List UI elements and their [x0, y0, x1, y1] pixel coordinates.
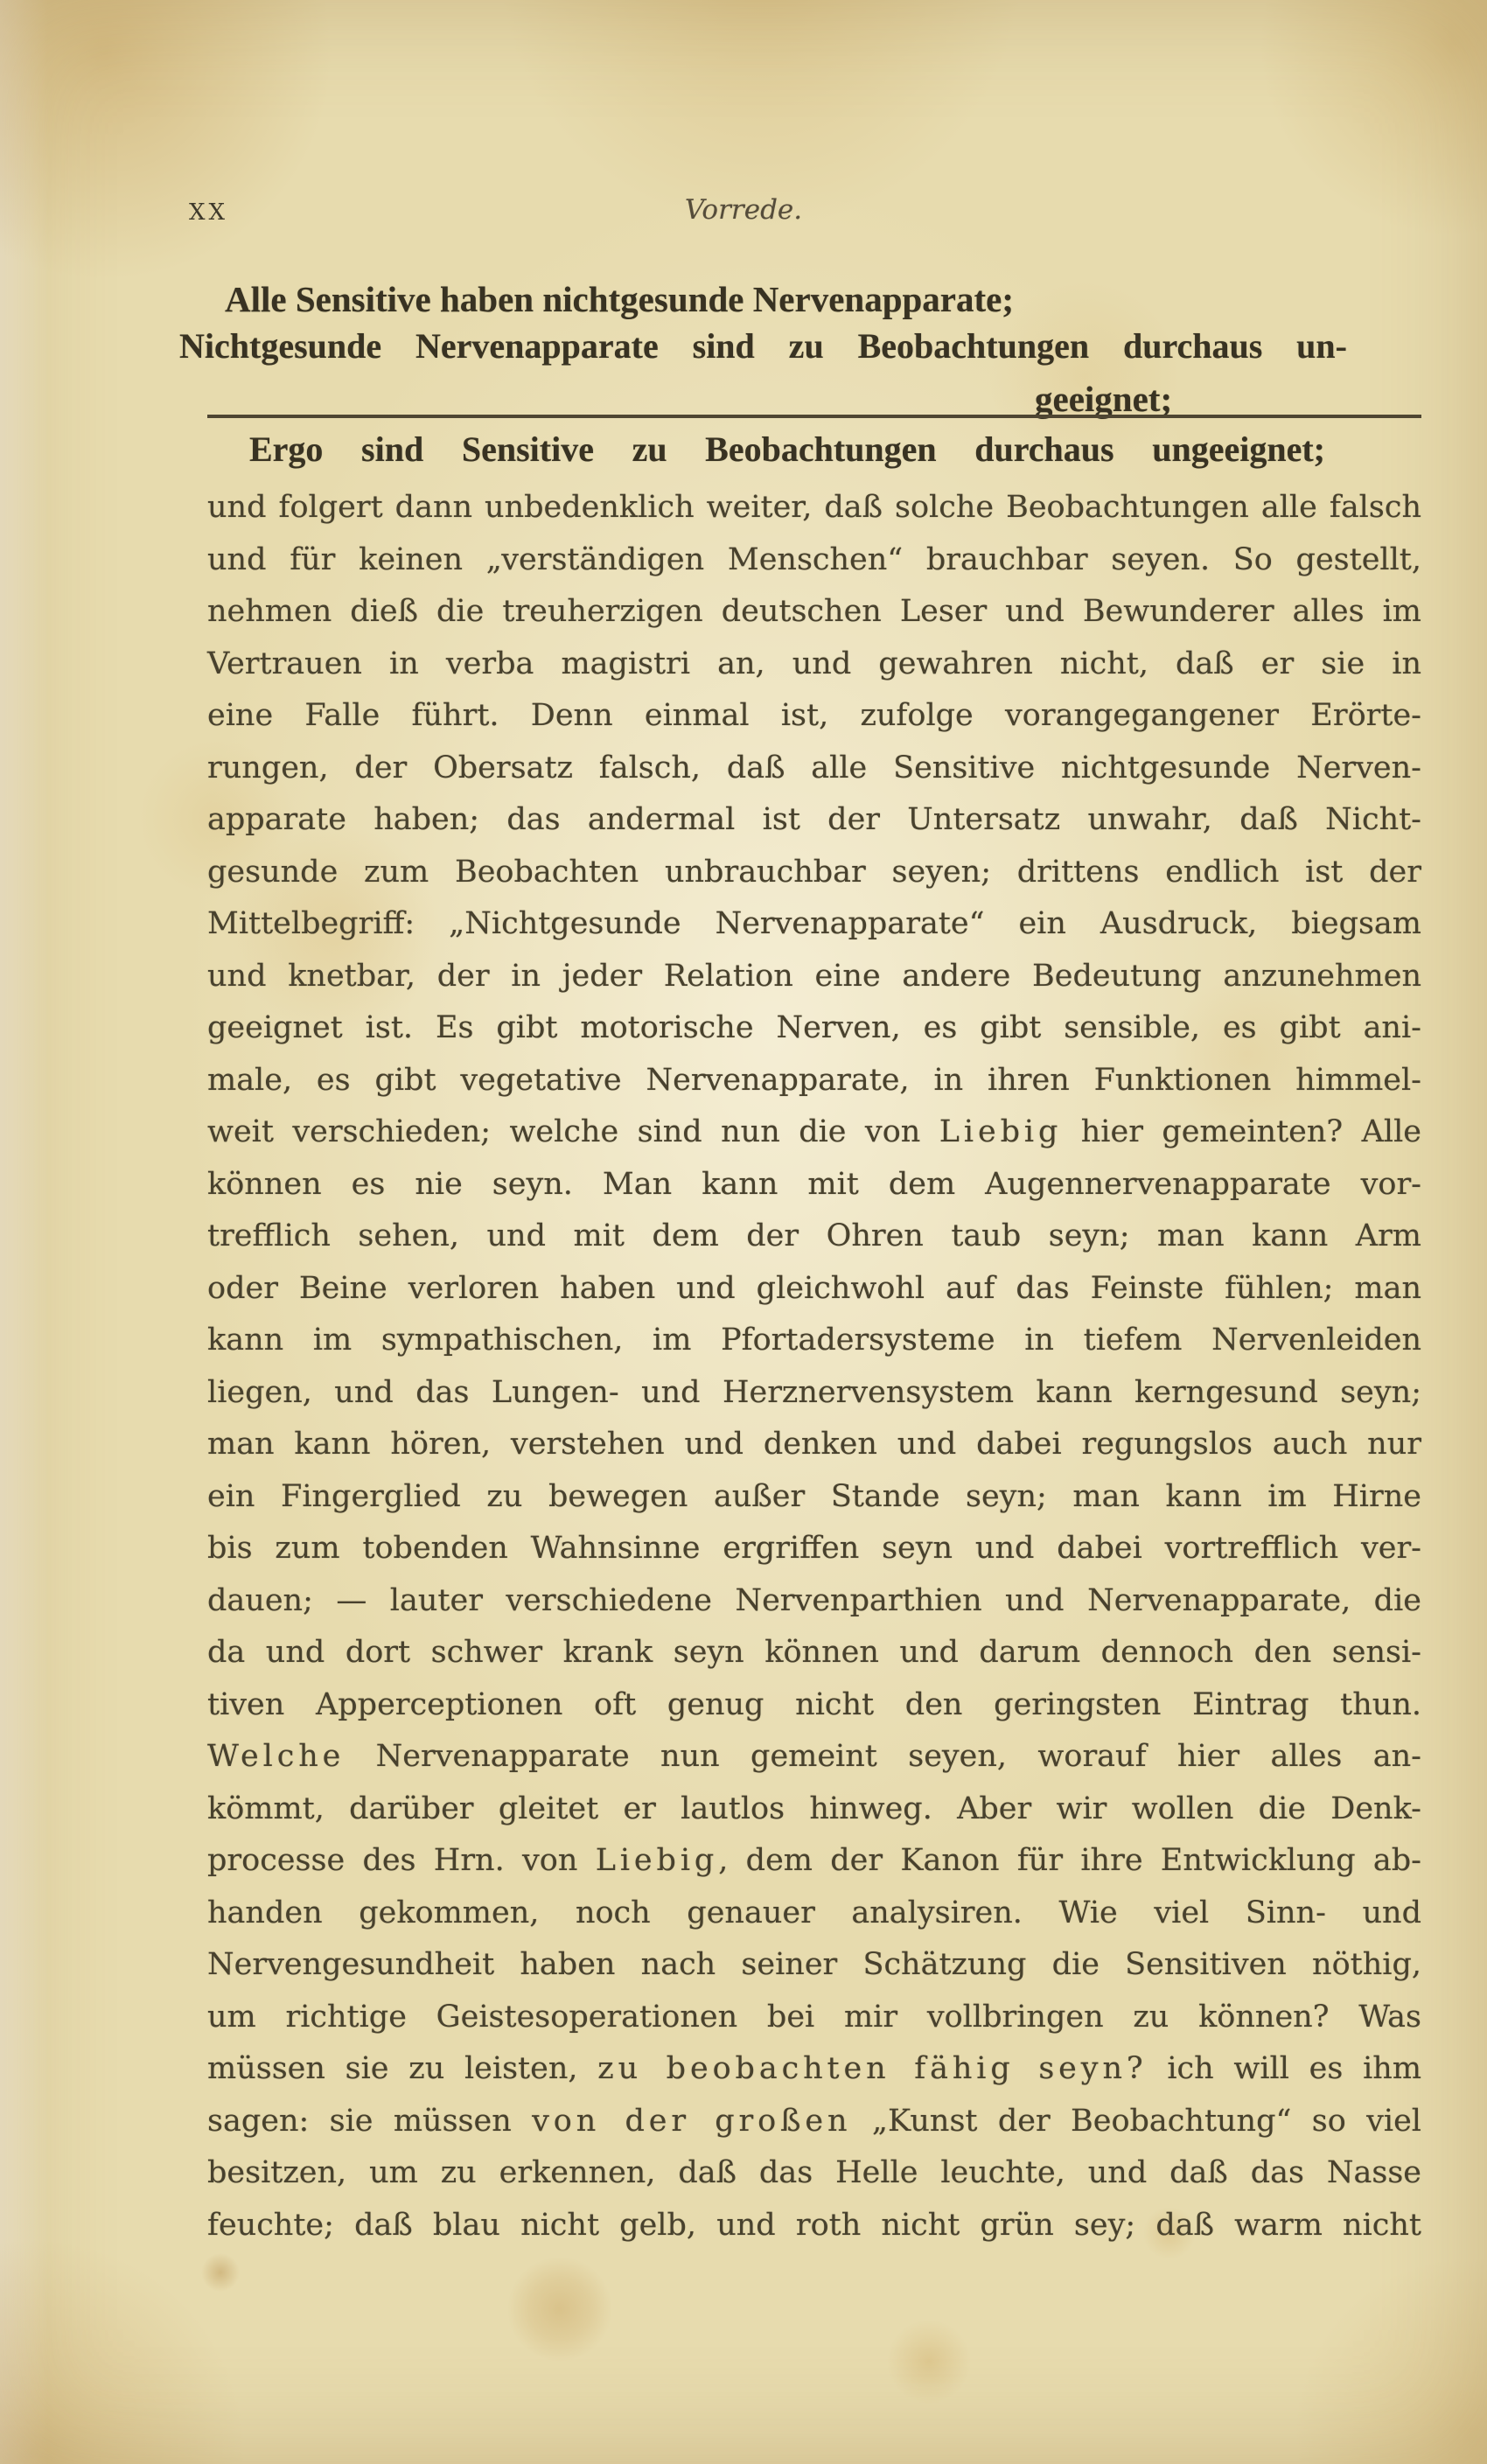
- body-line: [207, 1263, 1421, 1316]
- body-line: [207, 743, 1421, 795]
- body-line: [207, 1055, 1421, 1107]
- body-text: oder Beine verloren haben und gleichwohl auf das Feinste fühlen; man: [207, 1270, 1421, 1306]
- running-head: [0, 194, 1487, 233]
- body-text: gesunde zum Beobachten unbrauchbar seyen; drittens endlich ist der: [207, 854, 1421, 890]
- body-text: und folgert dann unbedenklich weiter, daß solche Beobachtungen alle falsch: [207, 490, 1421, 525]
- body-line: [207, 2147, 1421, 2200]
- body-text: handen gekommen, noch genauer analysiren. Wie viel Sinn- und: [207, 1895, 1421, 1930]
- body-line: [207, 1211, 1421, 1263]
- body-line: [207, 482, 1421, 534]
- body-line: [207, 1679, 1421, 1732]
- body-line: [207, 1419, 1421, 1471]
- body-line: [207, 1523, 1421, 1575]
- body-text: rungen, der Obersatz falsch, daß alle Sensitive nichtgesunde Nerven-: [207, 750, 1421, 785]
- syllogism-premise-2: Nichtgesunde Nervenapparate sind zu Beobachtungen durchaus un-: [179, 326, 1347, 366]
- syllogism-premise-1: Alle Sensitive haben nichtgesunde Nervenapparate;: [225, 279, 1014, 319]
- body-line: [207, 1002, 1421, 1055]
- body-text: bis zum tobenden Wahnsinne ergriffen seyn und dabei vortrefflich ver-: [207, 1531, 1421, 1566]
- body-text: geeignet ist. Es gibt motorische Nerven, es gibt sensible, es gibt ani-: [207, 1010, 1421, 1045]
- body-text: nehmen dieß die treuherzigen deutschen Leser und Bewunderer alles im: [207, 594, 1421, 629]
- syllogism-conclusion: Ergo sind Sensitive zu Beobachtungen durchaus ungeeignet;: [249, 429, 1325, 469]
- body-text: Vertrauen in verba magistri an, und gewahren nicht, daß er sie in: [207, 646, 1421, 681]
- body-text-block: [207, 482, 1421, 2251]
- running-title: Vorrede.: [684, 194, 803, 226]
- body-line: [207, 1159, 1421, 1211]
- body-text: man kann hören, verstehen und denken und dabei regungslos auch nur: [207, 1427, 1421, 1462]
- body-text: und für keinen „verständigen Menschen“ brauchbar seyen. So gestellt,: [207, 541, 1421, 577]
- body-text: eine Falle führt. Denn einmal ist, zufolge vorangegangener Erörte-: [207, 698, 1421, 733]
- body-text: und knetbar, der in jeder Relation eine andere Bedeutung anzunehmen: [207, 958, 1421, 994]
- body-text: hier gemeinten? Alle: [1062, 1114, 1421, 1149]
- body-text: kömmt, darüber gleitet er lautlos hinweg. Aber wir wollen die Denk-: [207, 1790, 1421, 1826]
- body-line: [207, 1315, 1421, 1367]
- letterspaced-text: Liebig: [595, 1843, 719, 1878]
- body-line: [207, 2043, 1421, 2096]
- body-line: [207, 1888, 1421, 1940]
- body-text: sagen: sie müssen: [207, 2103, 533, 2139]
- body-text: kann im sympathischen, im Pfortadersysteme in tiefem Nervenleiden: [207, 1323, 1421, 1358]
- body-text: da und dort schwer krank seyn können und darum dennoch den sensi-: [207, 1635, 1421, 1670]
- body-text: weit verschieden; welche sind nun die von: [207, 1114, 939, 1149]
- body-text: Nervenapparate nun gemeint seyen, worauf hier alles an-: [345, 1739, 1421, 1774]
- body-text: ich will es ihm: [1147, 2051, 1422, 2086]
- body-line: [207, 1939, 1421, 1992]
- body-line: [207, 794, 1421, 847]
- letterspaced-text: Liebig: [939, 1114, 1063, 1149]
- body-text: , dem der Kanon für ihre Entwicklung ab-: [718, 1843, 1421, 1878]
- body-line: [207, 1783, 1421, 1836]
- body-line: [207, 1731, 1421, 1783]
- body-text: müssen sie zu leisten,: [207, 2051, 598, 2086]
- body-text: um richtige Geistesoperationen bei mir vollbringen zu können? Was: [207, 1999, 1421, 2035]
- body-text: können es nie seyn. Man kann mit dem Augennervenapparate vor-: [207, 1166, 1421, 1202]
- body-line: [207, 1367, 1421, 1420]
- body-text: „Kunst der Beobachtung“ so viel: [851, 2103, 1421, 2139]
- body-text: male, es gibt vegetative Nervenapparate, in ihren Funktionen himmel-: [207, 1062, 1421, 1098]
- body-text: ein Fingerglied zu bewegen außer Stande seyn; man kann im Hirne: [207, 1478, 1421, 1514]
- letterspaced-text: Welche: [207, 1739, 346, 1774]
- body-text: dauen; — lauter verschiedene Nervenparthien und Nervenapparate, die: [207, 1582, 1421, 1618]
- body-line: [207, 534, 1421, 587]
- body-line: [207, 1835, 1421, 1888]
- syllogism-premise-2-carryover: geeignet;: [1035, 379, 1173, 419]
- body-text: besitzen, um zu erkennen, daß das Helle leuchte, und daß das Nasse: [207, 2155, 1421, 2190]
- letterspaced-text: von der großen: [532, 2103, 852, 2139]
- body-line: [207, 951, 1421, 1003]
- body-line: [207, 898, 1421, 951]
- body-line: [207, 2096, 1421, 2148]
- body-line: [207, 1575, 1421, 1628]
- body-text: Mittelbegriff: „Nichtgesunde Nervenapparate“ ein Ausdruck, biegsam: [207, 906, 1421, 941]
- body-text: feuchte; daß blau nicht gelb, und roth nicht grün sey; daß warm nicht: [207, 2207, 1421, 2243]
- body-line: [207, 1627, 1421, 1679]
- body-text: apparate haben; das andermal ist der Untersatz unwahr, daß Nicht-: [207, 802, 1421, 837]
- body-text: trefflich sehen, und mit dem der Ohren taub seyn; man kann Arm: [207, 1218, 1421, 1253]
- letterspaced-text: zu beobachten fähig seyn?: [597, 2051, 1148, 2086]
- body-line: [207, 847, 1421, 899]
- body-line: [207, 639, 1421, 691]
- body-line: [207, 1471, 1421, 1524]
- body-line: [207, 1992, 1421, 2044]
- body-line: [207, 586, 1421, 639]
- body-text: liegen, und das Lungen- und Herznervensystem kann kerngesund seyn;: [207, 1374, 1421, 1410]
- body-text: tiven Apperceptionen oft genug nicht den geringsten Eintrag thun.: [207, 1686, 1421, 1722]
- body-text: processe des Hrn. von: [207, 1843, 596, 1878]
- body-line: [207, 2200, 1421, 2252]
- body-text: Nervengesundheit haben nach seiner Schätzung die Sensitiven nöthig,: [207, 1947, 1421, 1982]
- page-number: XX: [189, 199, 229, 226]
- horizontal-rule: [207, 415, 1421, 418]
- body-line: [207, 1106, 1421, 1159]
- body-line: [207, 690, 1421, 743]
